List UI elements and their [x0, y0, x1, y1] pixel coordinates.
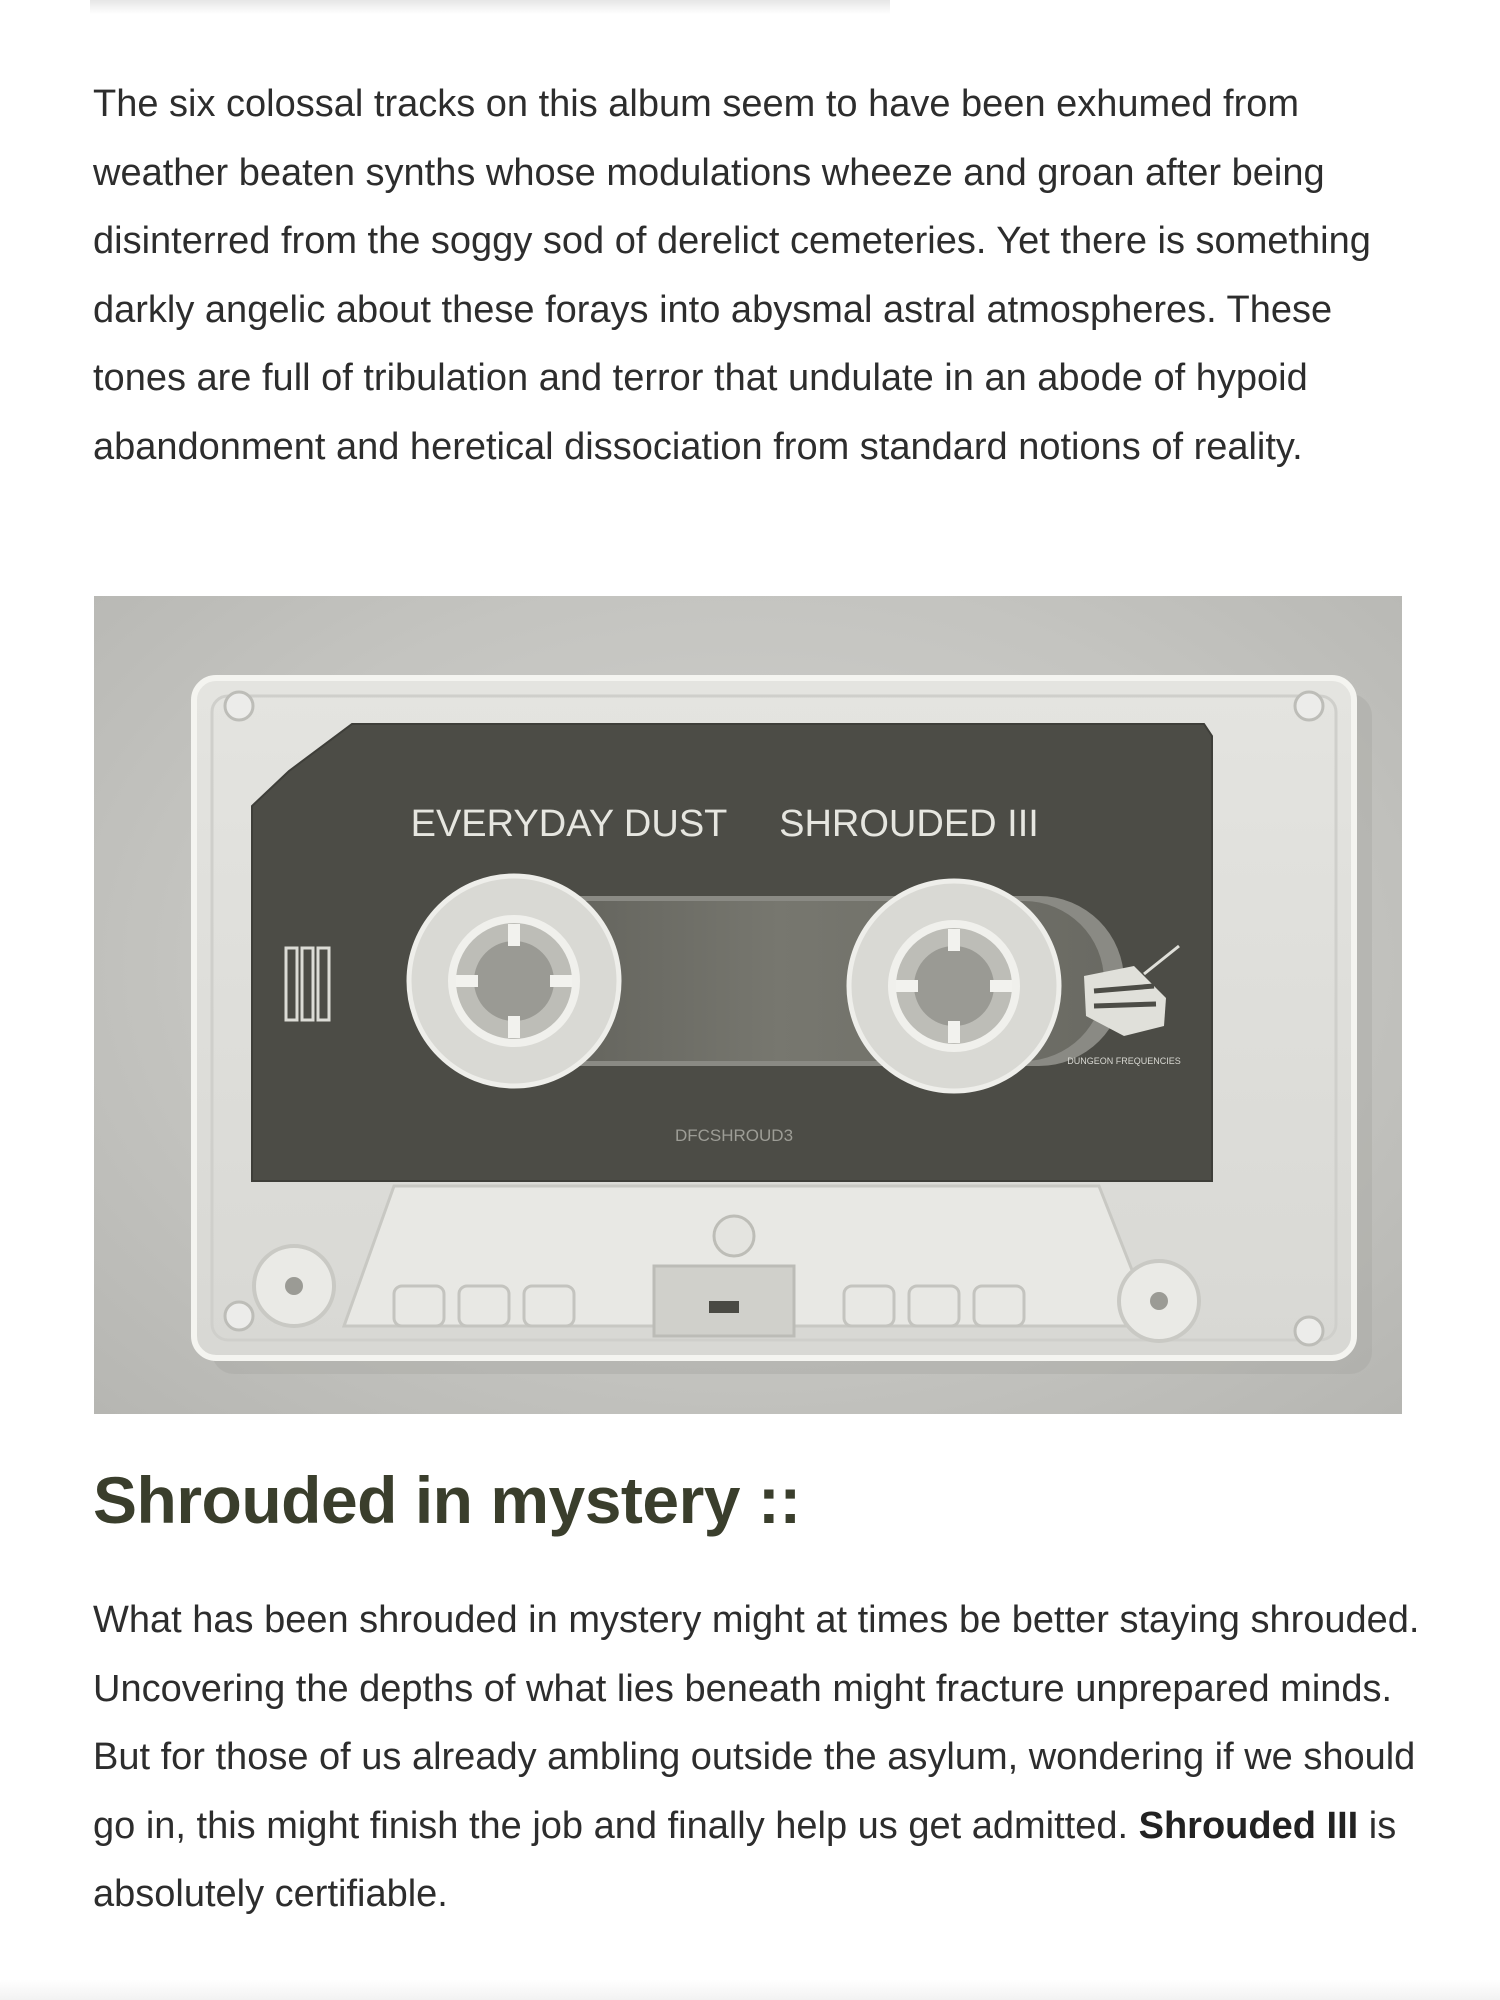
page-bottom-edge [0, 1980, 1500, 2000]
cassette-photo [94, 596, 1402, 1414]
closing-paragraph [93, 1586, 1423, 1929]
cut-off-text-edge [90, 0, 890, 14]
cassette-title-text: SHROUDED III [779, 803, 1039, 845]
cassette-illustration [94, 596, 1402, 1414]
closing-text-before: What has been shrouded in mystery might at times be better staying shrouded. Uncovering the depths of what lies beneath might fracture unprepared minds. But for those of us already ambling outside the asylum, wondering if we should go in, this might finish the job and finally help us get admitted. [93, 1599, 1420, 1847]
album-title-emphasis: Shrouded III [1138, 1804, 1359, 1847]
cassette-catalog-text: DFCSHROUD3 [674, 1126, 794, 1145]
intro-paragraph: The six colossal tracks on this album seem to have been exhumed from weather beaten synths whose modulations wheeze and groan after being disinterred from the soggy sod of derelict cemeteries. Yet there is something darkly angelic about these forays into abysmal astral atmospheres. These tones are full of tribulation and terror that undulate in an abode of hypoid abandonment and heretical dissociation from standard notions of reality. [93, 83, 1371, 468]
cassette-artist-text: EVERYDAY DUST [410, 803, 728, 845]
section-heading: Shrouded in mystery :: [93, 1463, 801, 1537]
closing-text-after: is absolutely certifiable. [93, 1804, 1397, 1915]
label-logo-text: DUNGEON FREQUENCIES [1067, 1056, 1181, 1066]
